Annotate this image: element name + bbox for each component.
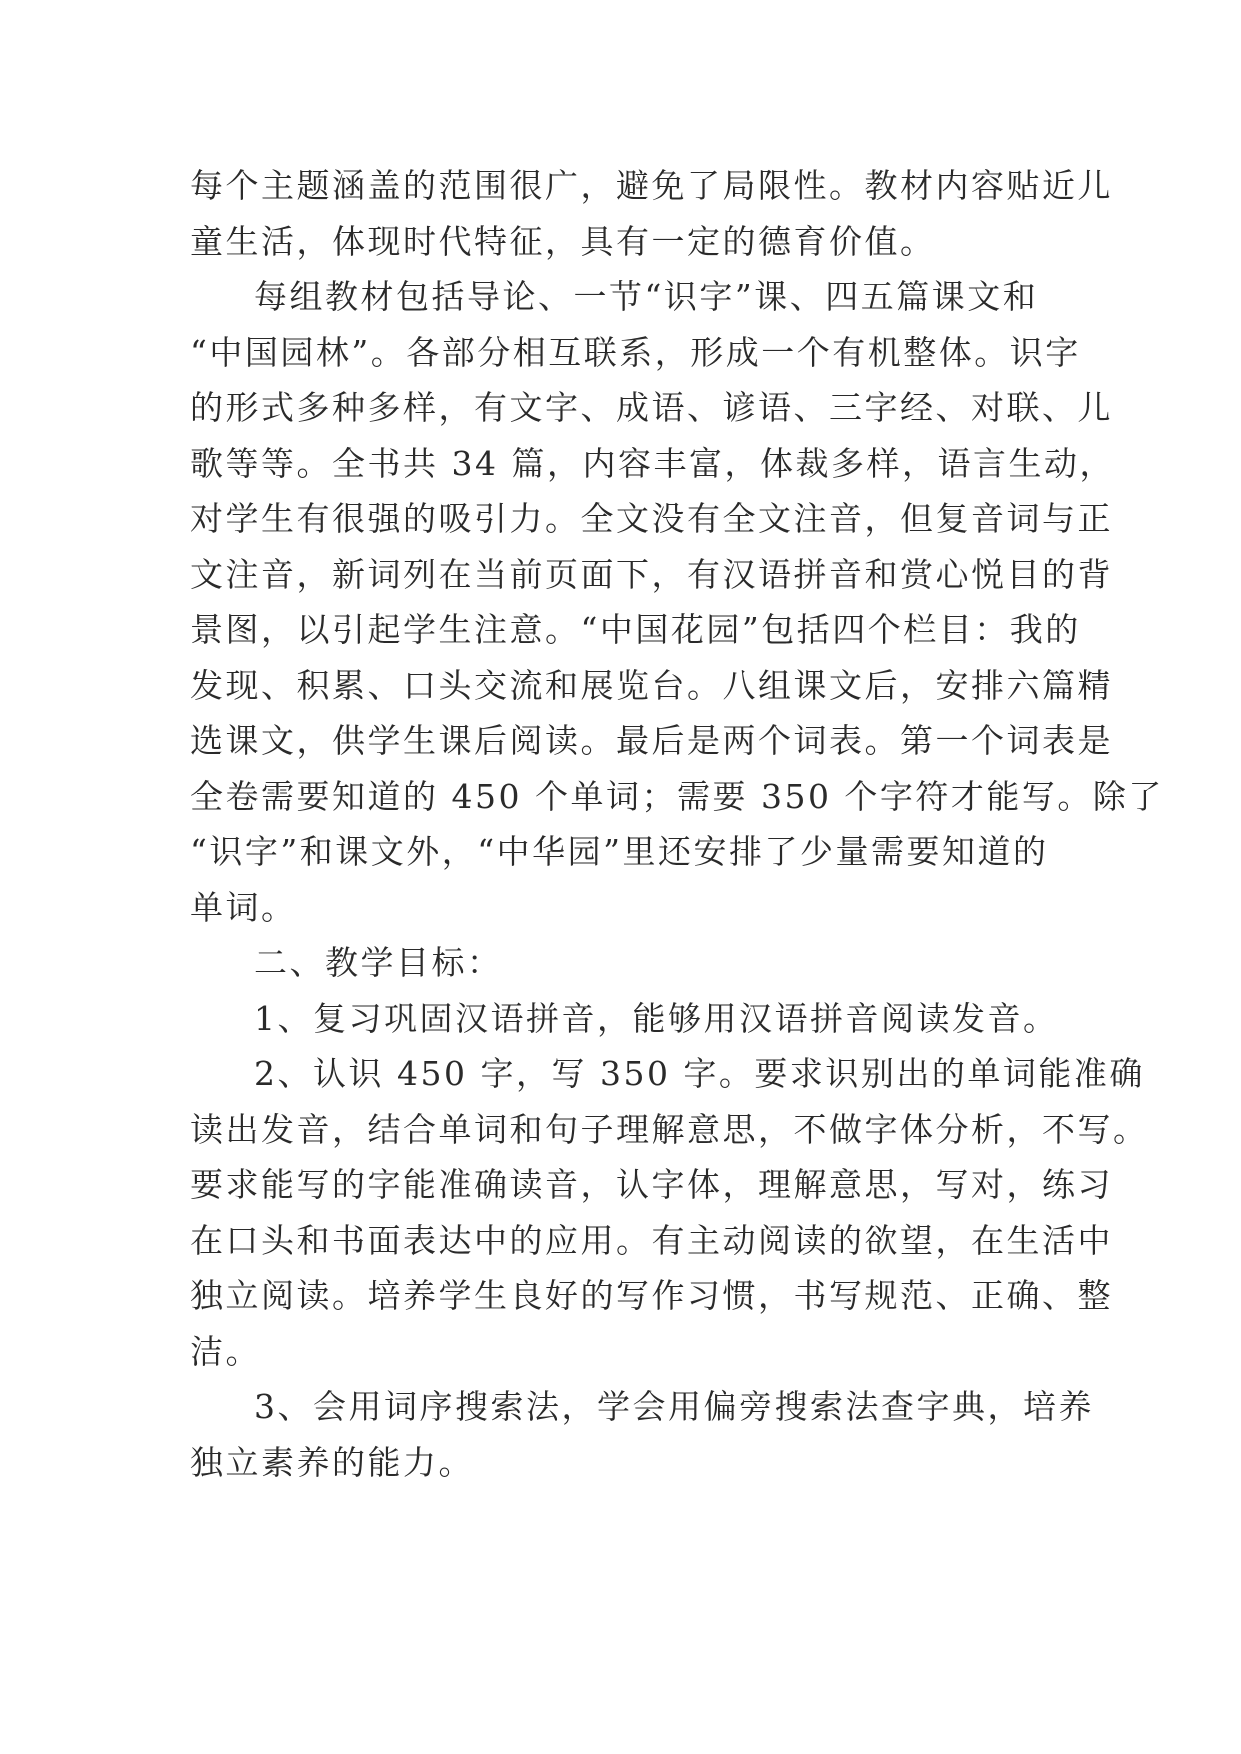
text-line: “识字”和课文外，“中华园”里还安排了少量需要知道的 [190,832,1049,871]
text-line: 单词。 [190,887,297,927]
text-line: 读出发音，结合单词和句子理解意思，不做字体分析，不写。 [190,1109,1149,1149]
text-line: 全卷需要知道的 450 个单词；需要 350 个字符才能写。除了 [190,776,1164,816]
text-line: 独立素养的能力。 [190,1442,474,1482]
text-line: 发现、积累、口头交流和展览台。八组课文后，安排六篇精 [190,665,1113,705]
goal-item-2: 2、认识 450 字，写 350 字。要求识别出的单词能准确 [254,1054,1145,1093]
text-line: 的形式多种多样，有文字、成语、谚语、三字经、对联、儿 [190,388,1113,427]
paragraph-start-line: 每组教材包括导论、一节“识字”课、四五篇课文和 [254,277,1039,316]
text-line: 文注音，新词列在当前页面下，有汉语拼音和赏心悦目的背 [190,554,1113,594]
text-line: 独立阅读。培养学生良好的写作习惯，书写规范、正确、整 [190,1276,1113,1315]
text-line: 选课文，供学生课后阅读。最后是两个词表。第一个词表是 [190,721,1113,760]
text-line: 每个主题涵盖的范围很广，避免了局限性。教材内容贴近儿 [190,166,1113,205]
text-line: 童生活，体现时代特征，具有一定的德育价值。 [190,221,936,261]
section-heading: 二、教学目标： [254,943,503,982]
text-line: 歌等等。全书共 34 篇，内容丰富，体裁多样，语言生动， [190,443,1115,483]
text-line: 对学生有很强的吸引力。全文没有全文注音，但复音词与正 [190,499,1113,538]
document-body [190,158,1164,1490]
text-line: 景图，以引起学生注意。“中国花园”包括四个栏目：我的 [190,610,1081,649]
goal-item-3: 3、会用词序搜索法，学会用偏旁搜索法查字典，培养 [254,1387,1094,1426]
text-line: “中国园林”。各部分相互联系，形成一个有机整体。识字 [190,332,1081,372]
text-line: 在口头和书面表达中的应用。有主动阅读的欲望，在生活中 [190,1220,1113,1260]
goal-item-1: 1、复习巩固汉语拼音，能够用汉语拼音阅读发音。 [254,998,1059,1038]
text-line: 洁。 [190,1331,261,1371]
text-line: 要求能写的字能准确读音，认字体，理解意思，写对，练习 [190,1165,1113,1204]
